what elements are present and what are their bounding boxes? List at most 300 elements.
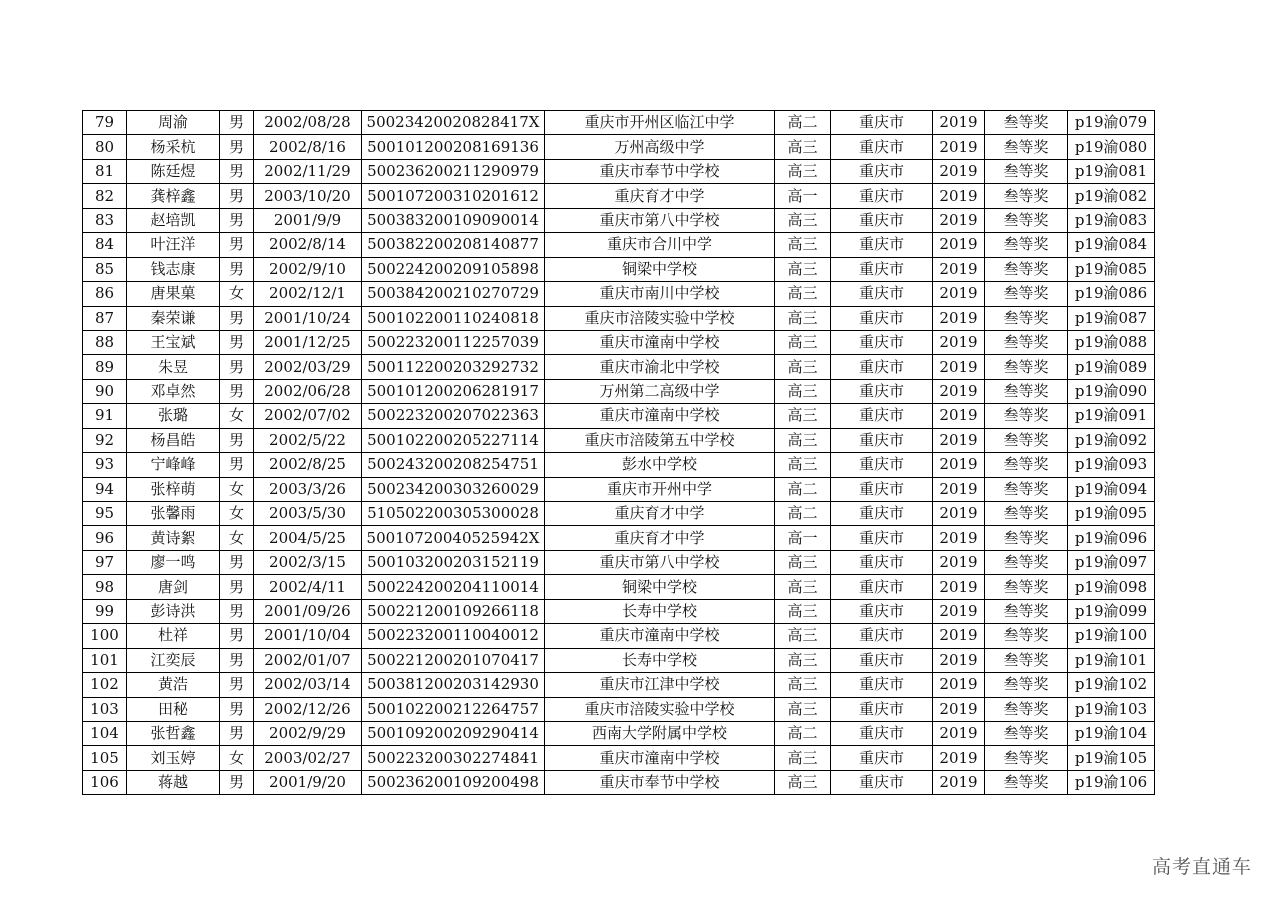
name-cell: 周渝 bbox=[127, 111, 220, 135]
gender-cell: 男 bbox=[220, 330, 254, 354]
birthdate-cell: 2002/11/29 bbox=[254, 159, 362, 183]
certificate-no-cell: p19渝104 bbox=[1068, 721, 1155, 745]
rank-cell: 97 bbox=[83, 550, 127, 574]
gender-cell: 男 bbox=[220, 159, 254, 183]
birthdate-cell: 2002/03/14 bbox=[254, 673, 362, 697]
award-level-cell: 叁等奖 bbox=[985, 721, 1068, 745]
rank-cell: 103 bbox=[83, 697, 127, 721]
school-cell: 重庆市南川中学校 bbox=[545, 282, 775, 306]
award-level-cell: 叁等奖 bbox=[985, 453, 1068, 477]
grade-cell: 高三 bbox=[775, 404, 831, 428]
name-cell: 赵培凯 bbox=[127, 208, 220, 232]
year-cell: 2019 bbox=[933, 208, 985, 232]
certificate-no-cell: p19渝103 bbox=[1068, 697, 1155, 721]
school-cell: 万州第二高级中学 bbox=[545, 379, 775, 403]
award-level-cell: 叁等奖 bbox=[985, 575, 1068, 599]
award-level-cell: 叁等奖 bbox=[985, 502, 1068, 526]
gender-cell: 女 bbox=[220, 404, 254, 428]
certificate-no-cell: p19渝100 bbox=[1068, 624, 1155, 648]
name-cell: 黄诗絮 bbox=[127, 526, 220, 550]
school-cell: 重庆市奉节中学校 bbox=[545, 159, 775, 183]
rank-cell: 105 bbox=[83, 746, 127, 770]
grade-cell: 高三 bbox=[775, 233, 831, 257]
gender-cell: 男 bbox=[220, 550, 254, 574]
grade-cell: 高二 bbox=[775, 111, 831, 135]
id-number-cell: 500381200203142930 bbox=[362, 673, 545, 697]
certificate-no-cell: p19渝081 bbox=[1068, 159, 1155, 183]
region-cell: 重庆市 bbox=[831, 208, 933, 232]
certificate-no-cell: p19渝106 bbox=[1068, 770, 1155, 794]
id-number-cell: 500101200206281917 bbox=[362, 379, 545, 403]
rank-cell: 81 bbox=[83, 159, 127, 183]
birthdate-cell: 2002/8/14 bbox=[254, 233, 362, 257]
school-cell: 铜梁中学校 bbox=[545, 257, 775, 281]
school-cell: 西南大学附属中学校 bbox=[545, 721, 775, 745]
name-cell: 江奕辰 bbox=[127, 648, 220, 672]
birthdate-cell: 2002/9/10 bbox=[254, 257, 362, 281]
rank-cell: 84 bbox=[83, 233, 127, 257]
region-cell: 重庆市 bbox=[831, 257, 933, 281]
certificate-no-cell: p19渝095 bbox=[1068, 502, 1155, 526]
region-cell: 重庆市 bbox=[831, 282, 933, 306]
region-cell: 重庆市 bbox=[831, 599, 933, 623]
year-cell: 2019 bbox=[933, 673, 985, 697]
grade-cell: 高二 bbox=[775, 721, 831, 745]
rank-cell: 87 bbox=[83, 306, 127, 330]
award-level-cell: 叁等奖 bbox=[985, 282, 1068, 306]
name-cell: 王宝斌 bbox=[127, 330, 220, 354]
gender-cell: 男 bbox=[220, 697, 254, 721]
year-cell: 2019 bbox=[933, 526, 985, 550]
name-cell: 张馨雨 bbox=[127, 502, 220, 526]
grade-cell: 高三 bbox=[775, 330, 831, 354]
birthdate-cell: 2001/09/26 bbox=[254, 599, 362, 623]
grade-cell: 高三 bbox=[775, 208, 831, 232]
school-cell: 长寿中学校 bbox=[545, 648, 775, 672]
name-cell: 邓卓然 bbox=[127, 379, 220, 403]
school-cell: 重庆市涪陵实验中学校 bbox=[545, 306, 775, 330]
year-cell: 2019 bbox=[933, 453, 985, 477]
certificate-no-cell: p19渝085 bbox=[1068, 257, 1155, 281]
rank-cell: 106 bbox=[83, 770, 127, 794]
table-row bbox=[83, 355, 1155, 379]
school-cell: 万州高级中学 bbox=[545, 135, 775, 159]
table-row bbox=[83, 746, 1155, 770]
award-level-cell: 叁等奖 bbox=[985, 550, 1068, 574]
name-cell: 廖一鸣 bbox=[127, 550, 220, 574]
gender-cell: 男 bbox=[220, 453, 254, 477]
award-level-cell: 叁等奖 bbox=[985, 673, 1068, 697]
table-row bbox=[83, 184, 1155, 208]
birthdate-cell: 2001/10/24 bbox=[254, 306, 362, 330]
rank-cell: 89 bbox=[83, 355, 127, 379]
table-row bbox=[83, 770, 1155, 794]
certificate-no-cell: p19渝089 bbox=[1068, 355, 1155, 379]
certificate-no-cell: p19渝079 bbox=[1068, 111, 1155, 135]
table-row bbox=[83, 477, 1155, 501]
gender-cell: 男 bbox=[220, 428, 254, 452]
award-level-cell: 叁等奖 bbox=[985, 599, 1068, 623]
name-cell: 彭诗洪 bbox=[127, 599, 220, 623]
id-number-cell: 500224200209105898 bbox=[362, 257, 545, 281]
rank-cell: 90 bbox=[83, 379, 127, 403]
award-level-cell: 叁等奖 bbox=[985, 257, 1068, 281]
name-cell: 钱志康 bbox=[127, 257, 220, 281]
birthdate-cell: 2002/5/22 bbox=[254, 428, 362, 452]
region-cell: 重庆市 bbox=[831, 355, 933, 379]
grade-cell: 高三 bbox=[775, 599, 831, 623]
id-number-cell: 500102200205227114 bbox=[362, 428, 545, 452]
table-row bbox=[83, 330, 1155, 354]
name-cell: 杨昌皓 bbox=[127, 428, 220, 452]
year-cell: 2019 bbox=[933, 697, 985, 721]
name-cell: 唐果菓 bbox=[127, 282, 220, 306]
rank-cell: 99 bbox=[83, 599, 127, 623]
table-row bbox=[83, 550, 1155, 574]
name-cell: 杜祥 bbox=[127, 624, 220, 648]
rank-cell: 102 bbox=[83, 673, 127, 697]
rank-cell: 93 bbox=[83, 453, 127, 477]
table-row bbox=[83, 379, 1155, 403]
table-row bbox=[83, 282, 1155, 306]
award-table bbox=[82, 110, 1155, 795]
award-level-cell: 叁等奖 bbox=[985, 233, 1068, 257]
id-number-cell: 500223200110040012 bbox=[362, 624, 545, 648]
region-cell: 重庆市 bbox=[831, 379, 933, 403]
grade-cell: 高三 bbox=[775, 453, 831, 477]
school-cell: 重庆育才中学 bbox=[545, 502, 775, 526]
table-row bbox=[83, 135, 1155, 159]
name-cell: 宁峰峰 bbox=[127, 453, 220, 477]
certificate-no-cell: p19渝096 bbox=[1068, 526, 1155, 550]
grade-cell: 高二 bbox=[775, 502, 831, 526]
gender-cell: 男 bbox=[220, 673, 254, 697]
table-row bbox=[83, 257, 1155, 281]
id-number-cell: 510502200305300028 bbox=[362, 502, 545, 526]
table-row bbox=[83, 404, 1155, 428]
gender-cell: 男 bbox=[220, 184, 254, 208]
table-row bbox=[83, 428, 1155, 452]
school-cell: 重庆市潼南中学校 bbox=[545, 624, 775, 648]
year-cell: 2019 bbox=[933, 233, 985, 257]
year-cell: 2019 bbox=[933, 330, 985, 354]
award-level-cell: 叁等奖 bbox=[985, 208, 1068, 232]
id-number-cell: 50010720040525942X bbox=[362, 526, 545, 550]
award-level-cell: 叁等奖 bbox=[985, 306, 1068, 330]
grade-cell: 高三 bbox=[775, 770, 831, 794]
grade-cell: 高三 bbox=[775, 257, 831, 281]
certificate-no-cell: p19渝088 bbox=[1068, 330, 1155, 354]
year-cell: 2019 bbox=[933, 159, 985, 183]
gender-cell: 女 bbox=[220, 746, 254, 770]
year-cell: 2019 bbox=[933, 306, 985, 330]
birthdate-cell: 2001/10/04 bbox=[254, 624, 362, 648]
school-cell: 重庆市渝北中学校 bbox=[545, 355, 775, 379]
gender-cell: 男 bbox=[220, 575, 254, 599]
table-row bbox=[83, 721, 1155, 745]
award-level-cell: 叁等奖 bbox=[985, 477, 1068, 501]
id-number-cell: 500223200302274841 bbox=[362, 746, 545, 770]
award-level-cell: 叁等奖 bbox=[985, 624, 1068, 648]
certificate-no-cell: p19渝086 bbox=[1068, 282, 1155, 306]
id-number-cell: 500236200109200498 bbox=[362, 770, 545, 794]
year-cell: 2019 bbox=[933, 477, 985, 501]
rank-cell: 91 bbox=[83, 404, 127, 428]
id-number-cell: 500107200310201612 bbox=[362, 184, 545, 208]
school-cell: 重庆市奉节中学校 bbox=[545, 770, 775, 794]
award-level-cell: 叁等奖 bbox=[985, 746, 1068, 770]
birthdate-cell: 2002/3/15 bbox=[254, 550, 362, 574]
school-cell: 铜梁中学校 bbox=[545, 575, 775, 599]
region-cell: 重庆市 bbox=[831, 306, 933, 330]
name-cell: 张哲鑫 bbox=[127, 721, 220, 745]
table-row bbox=[83, 526, 1155, 550]
grade-cell: 高三 bbox=[775, 697, 831, 721]
school-cell: 重庆市潼南中学校 bbox=[545, 404, 775, 428]
region-cell: 重庆市 bbox=[831, 330, 933, 354]
name-cell: 张璐 bbox=[127, 404, 220, 428]
school-cell: 重庆市第八中学校 bbox=[545, 208, 775, 232]
certificate-no-cell: p19渝080 bbox=[1068, 135, 1155, 159]
award-level-cell: 叁等奖 bbox=[985, 697, 1068, 721]
table-row bbox=[83, 159, 1155, 183]
name-cell: 蒋越 bbox=[127, 770, 220, 794]
certificate-no-cell: p19渝102 bbox=[1068, 673, 1155, 697]
id-number-cell: 500236200211290979 bbox=[362, 159, 545, 183]
birthdate-cell: 2002/06/28 bbox=[254, 379, 362, 403]
year-cell: 2019 bbox=[933, 379, 985, 403]
certificate-no-cell: p19渝091 bbox=[1068, 404, 1155, 428]
name-cell: 张梓萌 bbox=[127, 477, 220, 501]
school-cell: 重庆市合川中学 bbox=[545, 233, 775, 257]
award-level-cell: 叁等奖 bbox=[985, 648, 1068, 672]
grade-cell: 高二 bbox=[775, 477, 831, 501]
year-cell: 2019 bbox=[933, 746, 985, 770]
birthdate-cell: 2002/08/28 bbox=[254, 111, 362, 135]
certificate-no-cell: p19渝097 bbox=[1068, 550, 1155, 574]
gender-cell: 男 bbox=[220, 111, 254, 135]
certificate-no-cell: p19渝098 bbox=[1068, 575, 1155, 599]
certificate-no-cell: p19渝101 bbox=[1068, 648, 1155, 672]
id-number-cell: 500221200201070417 bbox=[362, 648, 545, 672]
award-level-cell: 叁等奖 bbox=[985, 135, 1068, 159]
region-cell: 重庆市 bbox=[831, 111, 933, 135]
birthdate-cell: 2002/12/26 bbox=[254, 697, 362, 721]
region-cell: 重庆市 bbox=[831, 135, 933, 159]
region-cell: 重庆市 bbox=[831, 746, 933, 770]
birthdate-cell: 2001/9/9 bbox=[254, 208, 362, 232]
school-cell: 重庆市开州中学 bbox=[545, 477, 775, 501]
birthdate-cell: 2001/12/25 bbox=[254, 330, 362, 354]
table-row bbox=[83, 697, 1155, 721]
award-level-cell: 叁等奖 bbox=[985, 770, 1068, 794]
region-cell: 重庆市 bbox=[831, 673, 933, 697]
certificate-no-cell: p19渝099 bbox=[1068, 599, 1155, 623]
year-cell: 2019 bbox=[933, 282, 985, 306]
id-number-cell: 500234200303260029 bbox=[362, 477, 545, 501]
school-cell: 重庆市潼南中学校 bbox=[545, 746, 775, 770]
certificate-no-cell: p19渝082 bbox=[1068, 184, 1155, 208]
gender-cell: 男 bbox=[220, 624, 254, 648]
table-row bbox=[83, 648, 1155, 672]
certificate-no-cell: p19渝105 bbox=[1068, 746, 1155, 770]
table-row bbox=[83, 111, 1155, 135]
region-cell: 重庆市 bbox=[831, 697, 933, 721]
year-cell: 2019 bbox=[933, 550, 985, 574]
region-cell: 重庆市 bbox=[831, 233, 933, 257]
name-cell: 龚梓鑫 bbox=[127, 184, 220, 208]
table-row bbox=[83, 575, 1155, 599]
birthdate-cell: 2002/8/16 bbox=[254, 135, 362, 159]
grade-cell: 高三 bbox=[775, 159, 831, 183]
region-cell: 重庆市 bbox=[831, 550, 933, 574]
school-cell: 彭水中学校 bbox=[545, 453, 775, 477]
name-cell: 杨采杭 bbox=[127, 135, 220, 159]
table-row bbox=[83, 233, 1155, 257]
rank-cell: 86 bbox=[83, 282, 127, 306]
id-number-cell: 500382200208140877 bbox=[362, 233, 545, 257]
table-row bbox=[83, 306, 1155, 330]
grade-cell: 高三 bbox=[775, 550, 831, 574]
region-cell: 重庆市 bbox=[831, 648, 933, 672]
award-level-cell: 叁等奖 bbox=[985, 526, 1068, 550]
rank-cell: 80 bbox=[83, 135, 127, 159]
region-cell: 重庆市 bbox=[831, 770, 933, 794]
gender-cell: 男 bbox=[220, 233, 254, 257]
id-number-cell: 500102200110240818 bbox=[362, 306, 545, 330]
year-cell: 2019 bbox=[933, 404, 985, 428]
year-cell: 2019 bbox=[933, 184, 985, 208]
gender-cell: 男 bbox=[220, 770, 254, 794]
grade-cell: 高一 bbox=[775, 526, 831, 550]
birthdate-cell: 2002/03/29 bbox=[254, 355, 362, 379]
id-number-cell: 500223200112257039 bbox=[362, 330, 545, 354]
table-row bbox=[83, 502, 1155, 526]
school-cell: 重庆市潼南中学校 bbox=[545, 330, 775, 354]
birthdate-cell: 2002/9/29 bbox=[254, 721, 362, 745]
grade-cell: 高三 bbox=[775, 575, 831, 599]
award-level-cell: 叁等奖 bbox=[985, 404, 1068, 428]
id-number-cell: 50023420020828417X bbox=[362, 111, 545, 135]
rank-cell: 88 bbox=[83, 330, 127, 354]
year-cell: 2019 bbox=[933, 502, 985, 526]
birthdate-cell: 2002/07/02 bbox=[254, 404, 362, 428]
id-number-cell: 500384200210270729 bbox=[362, 282, 545, 306]
gender-cell: 女 bbox=[220, 502, 254, 526]
grade-cell: 高一 bbox=[775, 184, 831, 208]
certificate-no-cell: p19渝083 bbox=[1068, 208, 1155, 232]
year-cell: 2019 bbox=[933, 111, 985, 135]
year-cell: 2019 bbox=[933, 624, 985, 648]
name-cell: 秦荣谦 bbox=[127, 306, 220, 330]
school-cell: 长寿中学校 bbox=[545, 599, 775, 623]
award-level-cell: 叁等奖 bbox=[985, 379, 1068, 403]
school-cell: 重庆育才中学 bbox=[545, 526, 775, 550]
rank-cell: 101 bbox=[83, 648, 127, 672]
award-level-cell: 叁等奖 bbox=[985, 159, 1068, 183]
certificate-no-cell: p19渝084 bbox=[1068, 233, 1155, 257]
region-cell: 重庆市 bbox=[831, 428, 933, 452]
award-level-cell: 叁等奖 bbox=[985, 330, 1068, 354]
birthdate-cell: 2002/8/25 bbox=[254, 453, 362, 477]
gender-cell: 男 bbox=[220, 721, 254, 745]
rank-cell: 98 bbox=[83, 575, 127, 599]
year-cell: 2019 bbox=[933, 135, 985, 159]
region-cell: 重庆市 bbox=[831, 477, 933, 501]
id-number-cell: 500103200203152119 bbox=[362, 550, 545, 574]
gender-cell: 男 bbox=[220, 306, 254, 330]
name-cell: 朱昱 bbox=[127, 355, 220, 379]
name-cell: 唐剑 bbox=[127, 575, 220, 599]
school-cell: 重庆市开州区临江中学 bbox=[545, 111, 775, 135]
gender-cell: 女 bbox=[220, 282, 254, 306]
table-row bbox=[83, 208, 1155, 232]
gender-cell: 男 bbox=[220, 135, 254, 159]
name-cell: 陈廷煜 bbox=[127, 159, 220, 183]
school-cell: 重庆育才中学 bbox=[545, 184, 775, 208]
rank-cell: 95 bbox=[83, 502, 127, 526]
award-level-cell: 叁等奖 bbox=[985, 428, 1068, 452]
region-cell: 重庆市 bbox=[831, 184, 933, 208]
rank-cell: 100 bbox=[83, 624, 127, 648]
id-number-cell: 500112200203292732 bbox=[362, 355, 545, 379]
birthdate-cell: 2002/01/07 bbox=[254, 648, 362, 672]
region-cell: 重庆市 bbox=[831, 526, 933, 550]
year-cell: 2019 bbox=[933, 257, 985, 281]
gender-cell: 男 bbox=[220, 599, 254, 623]
rank-cell: 92 bbox=[83, 428, 127, 452]
school-cell: 重庆市涪陵实验中学校 bbox=[545, 697, 775, 721]
id-number-cell: 500101200208169136 bbox=[362, 135, 545, 159]
gender-cell: 男 bbox=[220, 648, 254, 672]
birthdate-cell: 2002/4/11 bbox=[254, 575, 362, 599]
gender-cell: 女 bbox=[220, 526, 254, 550]
gender-cell: 男 bbox=[220, 379, 254, 403]
award-level-cell: 叁等奖 bbox=[985, 111, 1068, 135]
table-row bbox=[83, 673, 1155, 697]
certificate-no-cell: p19渝092 bbox=[1068, 428, 1155, 452]
region-cell: 重庆市 bbox=[831, 404, 933, 428]
grade-cell: 高三 bbox=[775, 135, 831, 159]
region-cell: 重庆市 bbox=[831, 721, 933, 745]
year-cell: 2019 bbox=[933, 770, 985, 794]
table-row bbox=[83, 453, 1155, 477]
grade-cell: 高三 bbox=[775, 306, 831, 330]
watermark-logo-text: 高考直通车 bbox=[1151, 856, 1252, 878]
name-cell: 叶汪洋 bbox=[127, 233, 220, 257]
rank-cell: 94 bbox=[83, 477, 127, 501]
birthdate-cell: 2002/12/1 bbox=[254, 282, 362, 306]
id-number-cell: 500221200109266118 bbox=[362, 599, 545, 623]
gender-cell: 男 bbox=[220, 208, 254, 232]
id-number-cell: 500102200212264757 bbox=[362, 697, 545, 721]
year-cell: 2019 bbox=[933, 721, 985, 745]
gender-cell: 男 bbox=[220, 257, 254, 281]
year-cell: 2019 bbox=[933, 355, 985, 379]
birthdate-cell: 2003/02/27 bbox=[254, 746, 362, 770]
region-cell: 重庆市 bbox=[831, 453, 933, 477]
grade-cell: 高三 bbox=[775, 355, 831, 379]
rank-cell: 96 bbox=[83, 526, 127, 550]
id-number-cell: 500224200204110014 bbox=[362, 575, 545, 599]
region-cell: 重庆市 bbox=[831, 624, 933, 648]
region-cell: 重庆市 bbox=[831, 159, 933, 183]
name-cell: 黄浩 bbox=[127, 673, 220, 697]
id-number-cell: 500383200109090014 bbox=[362, 208, 545, 232]
school-cell: 重庆市涪陵第五中学校 bbox=[545, 428, 775, 452]
certificate-no-cell: p19渝090 bbox=[1068, 379, 1155, 403]
grade-cell: 高三 bbox=[775, 673, 831, 697]
